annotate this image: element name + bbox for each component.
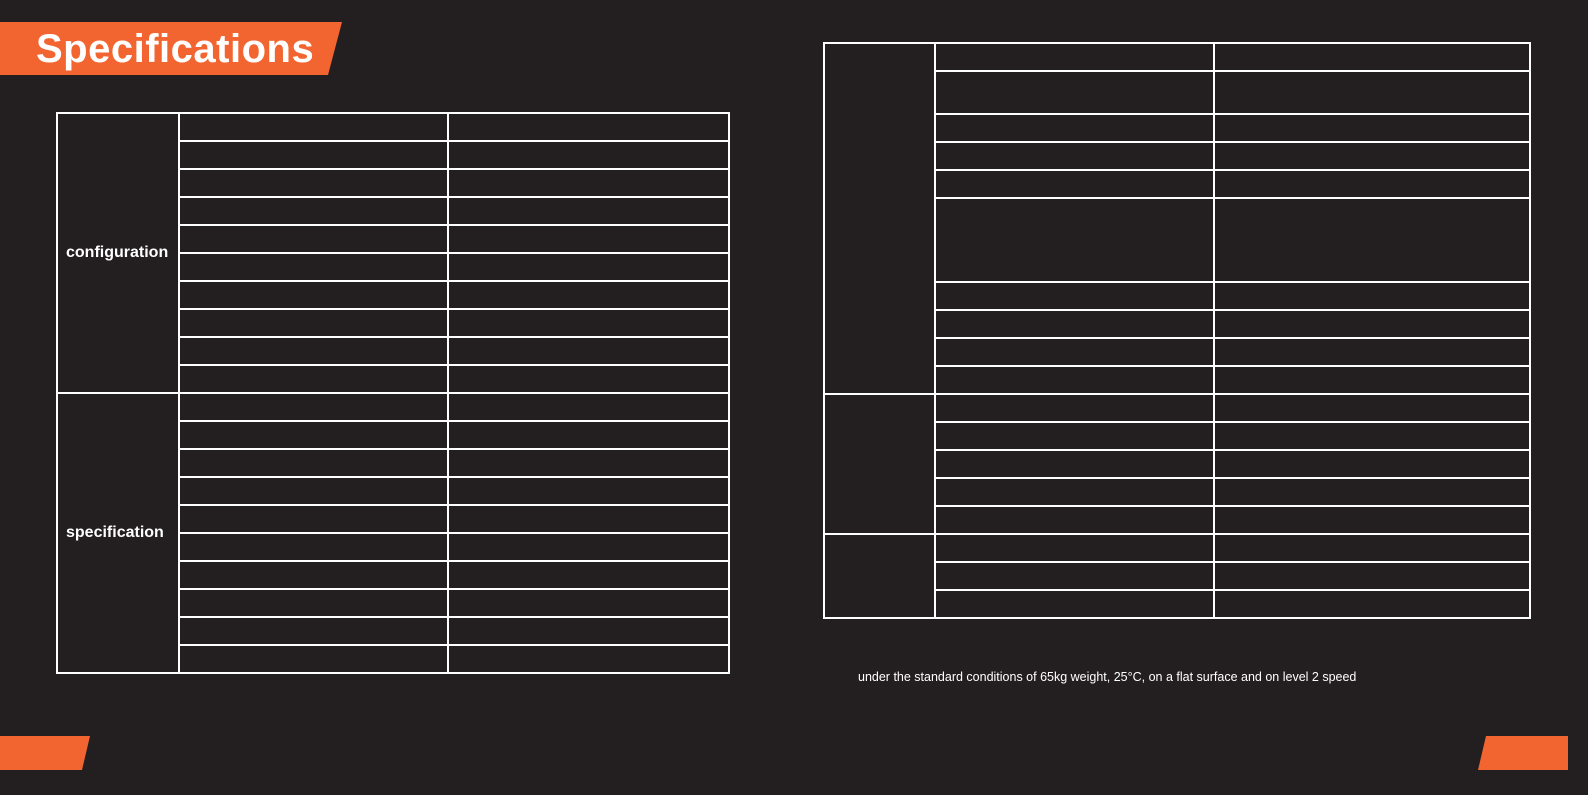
spec-name-cell	[179, 113, 448, 141]
spec-name-cell	[935, 534, 1214, 562]
spec-name-cell	[179, 617, 448, 645]
spec-value-cell	[1214, 506, 1530, 534]
spec-value-cell	[1214, 394, 1530, 422]
spec-value-cell	[448, 393, 729, 421]
spec-table-left	[56, 112, 730, 674]
spec-value-cell	[448, 253, 729, 281]
spec-name-cell	[935, 450, 1214, 478]
spec-name-cell	[179, 393, 448, 421]
spec-name-cell	[179, 197, 448, 225]
spec-name-cell	[179, 281, 448, 309]
spec-value-cell	[1214, 366, 1530, 394]
spec-value-cell	[448, 337, 729, 365]
spec-value-cell	[448, 505, 729, 533]
spec-name-cell	[935, 170, 1214, 198]
spec-name-cell	[935, 198, 1214, 282]
spec-name-cell	[935, 338, 1214, 366]
spec-name-cell	[935, 422, 1214, 450]
spec-value-cell	[1214, 422, 1530, 450]
spec-value-cell	[1214, 282, 1530, 310]
table-row	[57, 113, 729, 141]
spec-name-cell	[179, 169, 448, 197]
table-row	[57, 393, 729, 421]
spec-name-cell	[179, 337, 448, 365]
spec-value-cell	[1214, 534, 1530, 562]
spec-value-cell	[1214, 43, 1530, 71]
spec-name-cell	[935, 114, 1214, 142]
table-row	[824, 394, 1530, 422]
spec-value-cell	[448, 561, 729, 589]
spec-name-cell	[935, 282, 1214, 310]
spec-name-cell	[935, 562, 1214, 590]
spec-value-cell	[448, 449, 729, 477]
spec-value-cell	[1214, 590, 1530, 618]
spec-name-cell	[935, 142, 1214, 170]
spec-value-cell	[448, 113, 729, 141]
spec-name-cell	[935, 394, 1214, 422]
spec-name-cell	[935, 310, 1214, 338]
spec-name-cell	[179, 449, 448, 477]
spec-name-cell	[179, 505, 448, 533]
spec-value-cell	[448, 589, 729, 617]
spec-value-cell	[1214, 142, 1530, 170]
spec-name-cell	[935, 590, 1214, 618]
spec-value-cell	[448, 225, 729, 253]
spec-value-cell	[448, 617, 729, 645]
spec-value-cell	[448, 365, 729, 393]
spec-name-cell	[935, 366, 1214, 394]
spec-name-cell	[179, 645, 448, 673]
spec-value-cell	[1214, 170, 1530, 198]
spec-value-cell	[448, 533, 729, 561]
spec-value-cell	[1214, 562, 1530, 590]
spec-value-cell	[1214, 71, 1530, 114]
spec-name-cell	[179, 533, 448, 561]
spec-value-cell	[448, 169, 729, 197]
spec-name-cell	[179, 309, 448, 337]
spec-name-cell	[935, 71, 1214, 114]
spec-name-cell	[179, 589, 448, 617]
group-label-cell	[824, 534, 935, 618]
spec-name-cell	[179, 225, 448, 253]
page-title: Specifications	[36, 27, 315, 71]
spec-value-cell	[448, 309, 729, 337]
group-label-cell	[824, 43, 935, 394]
spec-name-cell	[179, 421, 448, 449]
footer-accent-bar-left	[0, 736, 90, 770]
spec-value-cell	[448, 281, 729, 309]
table-row	[824, 534, 1530, 562]
spec-value-cell	[448, 421, 729, 449]
footnote: under the standard conditions of 65kg weight, 25°C, on a flat surface and on level 2 speed	[858, 670, 1357, 684]
spec-name-cell	[179, 561, 448, 589]
spec-table-right	[823, 42, 1531, 619]
spec-value-cell	[1214, 114, 1530, 142]
spec-value-cell	[1214, 338, 1530, 366]
spec-value-cell	[1214, 450, 1530, 478]
spec-value-cell	[1214, 310, 1530, 338]
spec-value-cell	[1214, 478, 1530, 506]
spec-name-cell	[935, 43, 1214, 71]
group-label-cell: configuration	[57, 113, 179, 393]
spec-value-cell	[448, 477, 729, 505]
spec-name-cell	[935, 506, 1214, 534]
group-label-cell	[824, 394, 935, 534]
spec-name-cell	[179, 141, 448, 169]
footer-accent-bar-right	[1478, 736, 1568, 770]
spec-name-cell	[179, 477, 448, 505]
spec-value-cell	[448, 197, 729, 225]
spec-value-cell	[448, 645, 729, 673]
spec-name-cell	[179, 365, 448, 393]
spec-value-cell	[1214, 198, 1530, 282]
table-row	[824, 43, 1530, 71]
spec-name-cell	[935, 478, 1214, 506]
spec-value-cell	[448, 141, 729, 169]
group-label-cell: specification	[57, 393, 179, 673]
spec-name-cell	[179, 253, 448, 281]
